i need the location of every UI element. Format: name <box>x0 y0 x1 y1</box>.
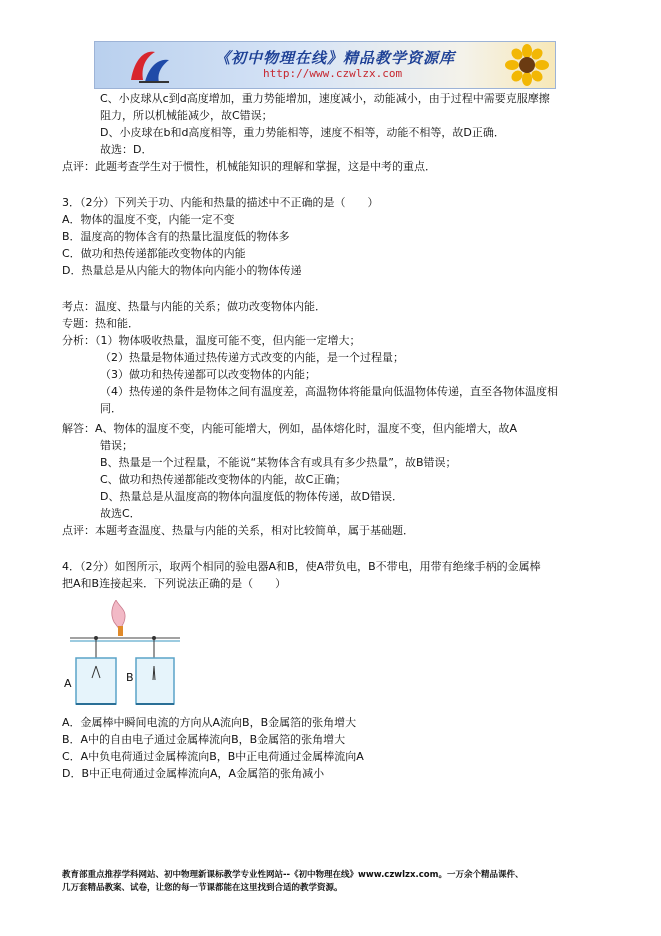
q3-jieda-3: B、热量是一个过程量，不能说“某物体含有或具有多少热量”，故B错误； <box>100 456 457 469</box>
q3-kaodian: 考点：温度、热量与内能的关系；做功改变物体内能． <box>62 300 326 313</box>
q2-option-d: D、小皮球在b和d高度相等，重力势能相等，速度不相等，动能不相等，故D正确． <box>100 126 505 139</box>
q4-stem-line1: 4．（2分）如图所示，取两个相同的验电器A和B，使A带负电，B不带电，用带有绝缘手柄的金属棒 <box>62 560 541 573</box>
q4-stem-line2: 把A和B连接起来．下列说法正确的是（ ） <box>62 577 287 590</box>
q3-jieda-5: D、热量总是从温度高的物体向温度低的物体传递，故D错误． <box>100 490 403 503</box>
q3-comment: 点评：本题考查温度、热量与内能的关系，相对比较简单，属于基础题． <box>62 524 414 537</box>
q3-option-c: C．做功和热传递都能改变物体的内能 <box>62 247 246 260</box>
q3-option-d: D．热量总是从内能大的物体向内能小的物体传递 <box>62 264 302 277</box>
q4-label-b: B <box>126 671 134 684</box>
q2-answer: 故选：D． <box>100 143 153 156</box>
q3-option-a: A．物体的温度不变，内能一定不变 <box>62 213 235 226</box>
site-logo-icon <box>125 46 173 86</box>
header-banner <box>94 41 556 89</box>
electroscope-diagram <box>62 600 182 708</box>
q3-option-b: B．温度高的物体含有的热量比温度低的物体多 <box>62 230 290 243</box>
q2-option-c-line1: C、小皮球从c到d高度增加，重力势能增加，速度减小，动能减小，由于过程中需要克服摩擦 <box>100 92 550 105</box>
q3-fenxi-1: 分析：（1）物体吸收热量，温度可能不变，但内能一定增大； <box>62 334 361 347</box>
q3-fenxi-4: （4）热传递的条件是物体之间有温度差，高温物体将能量向低温物体传递，直至各物体温度相 <box>100 385 558 398</box>
q4-option-d: D．B中正电荷通过金属棒流向A，A金属箔的张角减小 <box>62 767 325 780</box>
q3-jieda-4: C、做功和热传递都能改变物体的内能，故C正确； <box>100 473 347 486</box>
q4-option-b: B．A中的自由电子通过金属棒流向B，B金属箔的张角增大 <box>62 733 346 746</box>
q2-comment: 点评：此题考查学生对于惯性，机械能知识的理解和掌握，这是中考的重点． <box>62 160 436 173</box>
q2-option-c-line2: 阻力，所以机械能减少，故C错误； <box>100 109 273 122</box>
q3-jieda-2: 错误； <box>100 439 133 452</box>
q3-jieda-1: 解答：A、物体的温度不变，内能可能增大，例如，晶体熔化时，温度不变，但内能增大，故A <box>62 422 518 435</box>
q4-label-a: A <box>64 677 72 690</box>
footer-line2: 几万套精品教案、试卷，让您的每一节课都能在这里找到合适的教学资源。 <box>62 883 343 893</box>
q3-zhuanti: 专题：热和能． <box>62 317 139 330</box>
q3-fenxi-2: （2）热量是物体通过热传递方式改变的内能，是一个过程量； <box>100 351 404 364</box>
q3-jieda-6: 故选C． <box>100 507 141 520</box>
q4-option-a: A．金属棒中瞬间电流的方向从A流向B，B金属箔的张角增大 <box>62 716 357 729</box>
q3-fenxi-3: （3）做功和热传递都可以改变物体的内能； <box>100 368 316 381</box>
q3-fenxi-5: 同． <box>100 402 122 415</box>
banner-title: 《初中物理在线》精品教学资源库 <box>215 49 456 67</box>
footer-line1: 教育部重点推荐学科网站、初中物理新课标教学专业性网站--《初中物理在线》www.czwlzx.com。一万余个精品课件、 <box>62 870 524 880</box>
banner-url[interactable]: http://www.czwlzx.com <box>263 67 403 80</box>
q3-stem: 3．（2分）下列关于功、内能和热量的描述中不正确的是（ ） <box>62 196 379 209</box>
q4-option-c: C．A中负电荷通过金属棒流向B，B中正电荷通过金属棒流向A <box>62 750 364 763</box>
sunflower-icon <box>505 44 549 86</box>
electroscope-figure <box>62 600 182 708</box>
